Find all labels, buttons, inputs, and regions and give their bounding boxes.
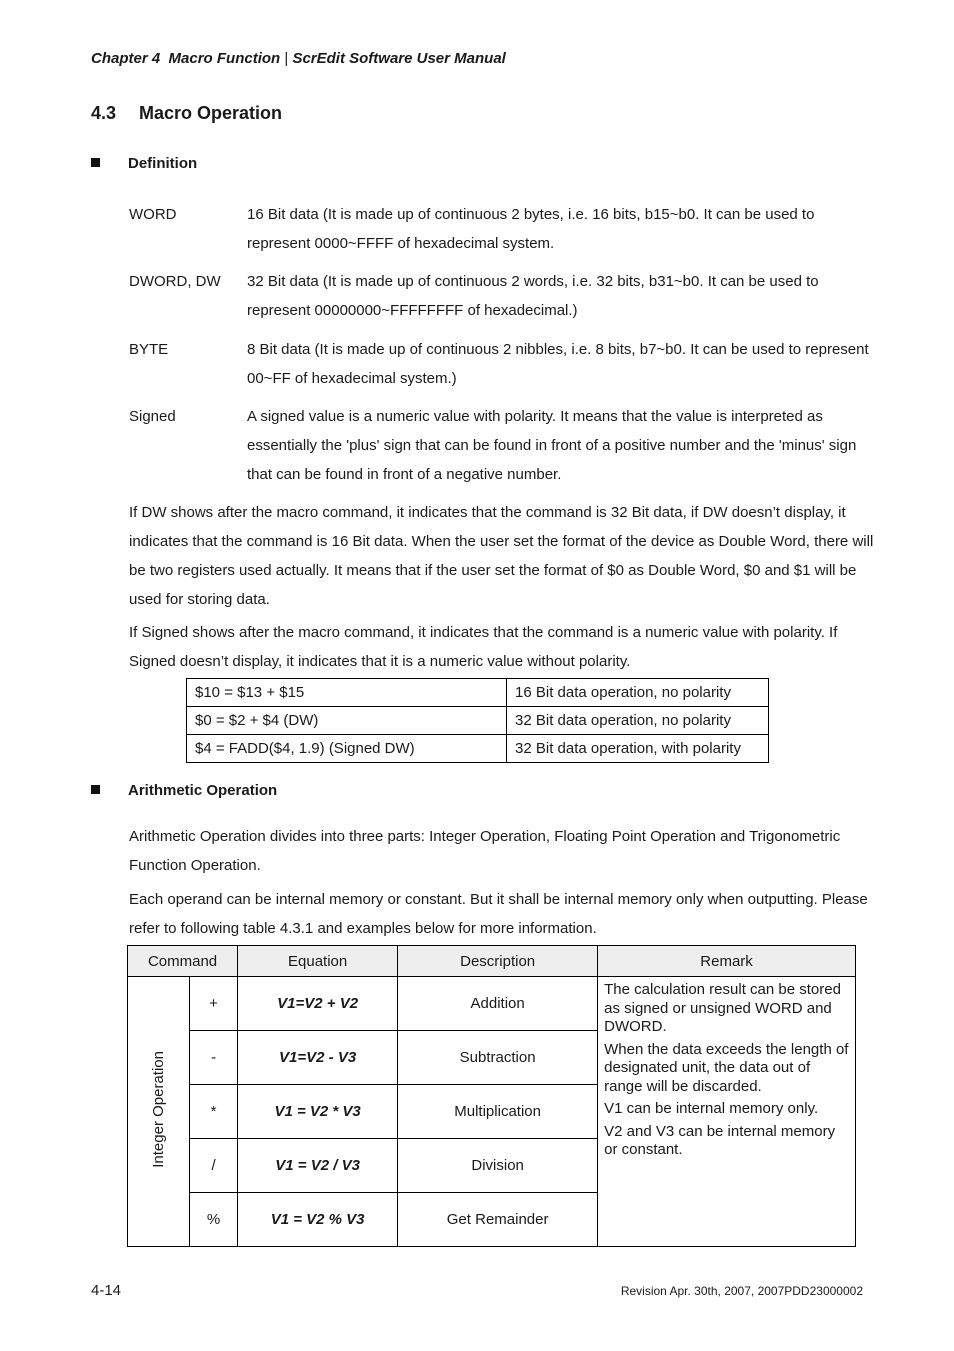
square-bullet-icon [91, 785, 100, 794]
example-expression: $4 = FADD($4, 1.9) (Signed DW) [187, 735, 507, 763]
example-expression: $0 = $2 + $4 (DW) [187, 707, 507, 735]
header-separator: | [284, 50, 289, 67]
group-label: Integer Operation [150, 1051, 167, 1168]
table-row [187, 679, 769, 707]
def-text-byte: 8 Bit data (It is made up of continuous 2 nibbles, i.e. 8 bits, b7~b0. It can be used to represent 00~FF of hexadecimal system.) [247, 341, 869, 387]
example-expression: $10 = $13 + $15 [187, 679, 507, 707]
description-cell: Get Remainder [398, 1193, 598, 1247]
group-label-cell [128, 977, 190, 1247]
example-description: 32 Bit data operation, no polarity [507, 707, 769, 735]
operator-cell: / [190, 1139, 238, 1193]
section-title [91, 103, 282, 124]
page-header [91, 50, 506, 67]
revision-info: Revision Apr. 30th, 2007, 2007PDD23000002 [620, 1284, 863, 1298]
equation-cell: V1=V2 + V2 [238, 977, 398, 1031]
operator-cell: + [190, 977, 238, 1031]
section-name: Macro Operation [139, 103, 283, 123]
page-number: 4-14 [91, 1282, 122, 1299]
column-header-remark: Remark [598, 946, 856, 977]
remark-text: When the data exceeds the length of designated unit, the data out of range will be discarded. [604, 1040, 849, 1095]
description-cell: Addition [398, 977, 598, 1031]
def-text-dword: 32 Bit data (It is made up of continuous 2 words, i.e. 32 bits, b31~b0. It can be used to represent 00000000~FFFFFFFF of hexadecimal.) [247, 273, 819, 319]
dw-paragraph: If DW shows after the macro command, it indicates that the command is 32 Bit data, if DW doesn’t display, it indicates that the command is 16 Bit data. When the user set the format of the device as Double Word, there will be two registers used actually. It means that if the user set the format of $0 as Double Word, $0 and $1 will be used for storing data. [129, 504, 874, 608]
arithmetic-paragraph-1: Arithmetic Operation divides into three parts: Integer Operation, Floating Point Operation and Trigonometric Function Operation. [129, 828, 841, 874]
equation-cell: V1=V2 - V3 [238, 1031, 398, 1085]
remark-cell [598, 977, 856, 1247]
def-term-byte: BYTE [129, 341, 169, 358]
remark-text: V1 can be internal memory only. [604, 1100, 819, 1117]
def-text-signed: A signed value is a numeric value with polarity. It means that the value is interpreted as essentially the 'plus' sign that can be found in front of a positive number and the 'minus' sign that can be found in front of a negative number. [247, 408, 857, 483]
operator-cell: % [190, 1193, 238, 1247]
def-term-dword: DWORD, DW [129, 273, 221, 290]
operator-cell: * [190, 1085, 238, 1139]
arithmetic-paragraph-2: Each operand can be internal memory or constant. But it shall be internal memory only when outputting. Please refer to following table 4.3.1 and examples below for more information. [129, 891, 868, 937]
def-text-word: 16 Bit data (It is made up of continuous 2 bytes, i.e. 16 bits, b15~b0. It can be used to represent 0000~FFFF of hexadecimal system. [247, 206, 815, 252]
def-term-signed: Signed [129, 408, 176, 425]
column-header-command: Command [128, 946, 238, 977]
signed-paragraph: If Signed shows after the macro command, it indicates that the command is a numeric value with polarity. If Signed doesn’t display, it indicates that it is a numeric value without polarity. [129, 624, 838, 670]
table-row [187, 735, 769, 763]
column-header-description: Description [398, 946, 598, 977]
remark-text: V2 and V3 can be internal memory or constant. [604, 1122, 836, 1158]
definition-heading: Definition [91, 155, 197, 172]
chapter-title: Chapter 4 Macro Function [91, 50, 281, 67]
integer-operation-table [127, 945, 856, 1247]
column-header-equation: Equation [238, 946, 398, 977]
def-term-word: WORD [129, 206, 177, 223]
equation-cell: V1 = V2 * V3 [238, 1085, 398, 1139]
table-header-row [128, 946, 856, 977]
table-row [128, 977, 856, 1031]
example-description: 16 Bit data operation, no polarity [507, 679, 769, 707]
operator-cell: - [190, 1031, 238, 1085]
examples-table [186, 678, 769, 763]
remark-text: The calculation result can be stored as signed or unsigned WORD and DWORD. [604, 981, 841, 1035]
description-cell: Subtraction [398, 1031, 598, 1085]
section-number: 4.3 [91, 103, 117, 123]
arithmetic-heading: Arithmetic Operation [91, 782, 277, 799]
table-row [187, 707, 769, 735]
equation-cell: V1 = V2 % V3 [238, 1193, 398, 1247]
manual-title: ScrEdit Software User Manual [292, 50, 506, 67]
example-description: 32 Bit data operation, with polarity [507, 735, 769, 763]
description-cell: Division [398, 1139, 598, 1193]
square-bullet-icon [91, 158, 100, 167]
equation-cell: V1 = V2 / V3 [238, 1139, 398, 1193]
description-cell: Multiplication [398, 1085, 598, 1139]
